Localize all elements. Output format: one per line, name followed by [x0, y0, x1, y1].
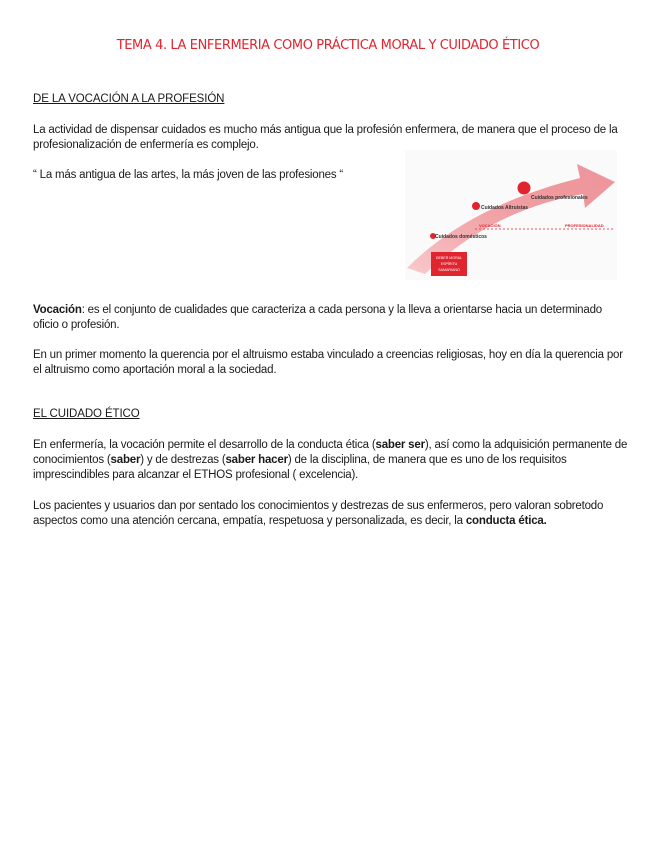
paragraph-pacientes	[33, 499, 628, 529]
label-profesionales: Cuidados profesionales	[531, 195, 588, 201]
term-saber-hacer: saber hacer	[225, 454, 288, 466]
paragraph-vocacion	[33, 303, 628, 333]
box-line-2: ESPÍRITU	[440, 262, 458, 266]
text-run: ) de la disciplina, de manera que es uno de los requisitos imprescindibles para alcanzar el ETHOS profesional ( excelencia).	[33, 454, 567, 481]
professionalization-figure	[405, 150, 617, 280]
page-title: TEMA 4. LA ENFERMERIA COMO PRÁCTICA MORAL Y CUIDADO ÉTICO	[116, 38, 540, 53]
vocacion-definition: : es el conjunto de cualidades que caracteriza a cada persona y la lleva a orientarse hacia un determinado oficio o profesión.	[33, 304, 602, 331]
text-run: ) y de destrezas (	[140, 454, 226, 466]
paragraph-conducta-etica	[33, 438, 628, 483]
label-domesticos: Cuidados domésticos	[435, 234, 487, 240]
box-line-1: DEBER MORAL	[435, 256, 463, 260]
dot-altruistas	[472, 202, 480, 210]
paragraph-intro: La actividad de dispensar cuidados es mucho más antigua que la profesión enfermera, de manera que el proceso de la profesionalización de enfermería es complejo.	[33, 124, 618, 151]
label-profesionalidad: PROFESIONALIDAD	[565, 223, 604, 228]
paragraph-altruismo: En un primer momento la querencia por el altruismo estaba vinculado a creencias religiosas, hoy en día la querencia por el altruismo como aportación moral a la sociedad.	[33, 349, 623, 376]
text-run: ), así como la adquisición permanente de conocimientos (	[33, 439, 628, 466]
label-vocacion: VOCACIÓN	[479, 223, 501, 228]
term-saber: saber	[110, 454, 141, 466]
text-run: Los pacientes y usuarios dan por sentado los conocimientos y destrezas de sus enfermeros, pero valoran sobretodo aspectos como una atención cercana, empatía, respetuosa y personalizada, es decir, la	[33, 500, 604, 527]
section-heading-cuidado-etico: EL CUIDADO ÉTICO	[33, 408, 140, 420]
term-conducta-etica: conducta ética.	[465, 515, 547, 527]
quote: “ La más antigua de las artes, la más joven de las profesiones “	[33, 169, 344, 181]
label-altruistas: Cuidados Altruistas	[481, 205, 529, 211]
dot-profesionales	[518, 182, 531, 195]
term-saber-ser: saber ser	[375, 439, 425, 451]
section-heading-vocacion: DE LA VOCACIÓN A LA PROFESIÓN	[33, 93, 225, 105]
text-run: En enfermería, la vocación permite el desarrollo de la conducta ética (	[33, 439, 376, 451]
figure-svg	[405, 150, 617, 280]
box-line-3: SAMARIANO	[438, 268, 460, 272]
vocacion-term: Vocación	[33, 304, 82, 316]
